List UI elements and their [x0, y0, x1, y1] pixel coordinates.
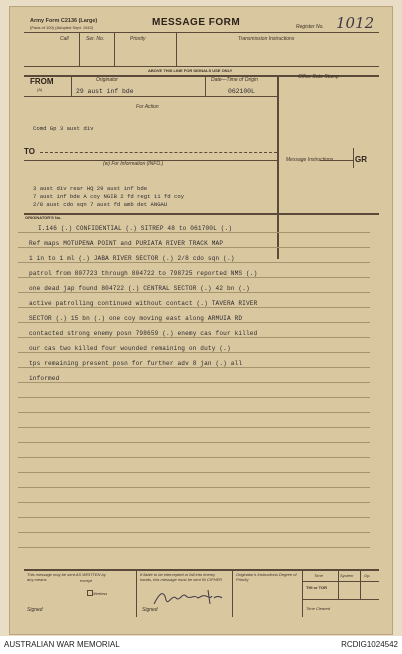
- message-line: tps remaining present posn for further adv 8 jan (.) all: [29, 360, 243, 367]
- transmission-label: Transmission Instructions: [238, 36, 295, 42]
- originators-no-label: ORIGINATOR'S No.: [25, 215, 62, 220]
- intercept-note: If liable to be intercepted or fall into enemy hands, this message must be sent IN CIPHER: [140, 572, 223, 582]
- info-line: 3 aust div rear HQ 29 aust inf bde: [33, 185, 148, 192]
- ser-no-label: Ser. No.: [86, 36, 105, 42]
- above-line-note: ABOVE THIS LINE FOR SIGNALS USE ONLY: [148, 68, 233, 73]
- signed-label-left: Signed: [27, 607, 43, 613]
- form-title: MESSAGE FORM: [152, 17, 241, 28]
- originator-value: 29 aust inf bde: [76, 88, 134, 95]
- office-date-stamp: Office Date Stamp: [298, 74, 339, 80]
- to-label: TO: [24, 147, 35, 156]
- message-line: 1 in to 1 ml (.) JABA RIVER SECTOR (.) 2/8 cdo sqn (.): [29, 255, 235, 262]
- wireless-checkbox: [87, 590, 93, 596]
- originator-instructions: Originator's Instructions Degree of Priority: [236, 572, 297, 582]
- signed-label-mid: Signed: [142, 607, 158, 613]
- message-line: SECTOR (.) 15 bn (.) one coy moving east along ARMUIA RD: [29, 315, 243, 322]
- army-form-number: Army Form C2136 (Large): [30, 18, 98, 24]
- time-label: Time: [314, 573, 323, 578]
- from-sub: (A): [37, 87, 43, 92]
- archive-reference: RCDIG1024542: [341, 640, 398, 649]
- register-number: 1012: [336, 14, 375, 32]
- army-form-sub: (Pads of 100) (Adopted Sept. 1942): [30, 25, 94, 30]
- info-line: 2/8 aust cdo sqn 7 aust fd amb det ANGAU: [33, 201, 168, 208]
- message-line: active patrolling continued without contact (.) TAVERA RIVER: [29, 300, 258, 307]
- date-time-value: 062100L: [228, 88, 255, 95]
- originator-label: Originator: [96, 77, 118, 83]
- wireless-label: Wireless: [92, 591, 108, 596]
- time-cleared-label: Time Cleared: [306, 606, 330, 611]
- system-label: System: [340, 573, 354, 578]
- archive-name: AUSTRALIAN WAR MEMORIAL: [4, 640, 120, 649]
- message-line: contacted strong enemy posn 798659 (.) enemy cas four killed: [29, 330, 258, 337]
- call-label: Call: [60, 36, 69, 42]
- register-label: Register No.: [296, 24, 324, 30]
- archive-footer: [0, 636, 402, 654]
- message-line: Ref maps MOTUPENA POINT and PURIATA RIVER TRACK MAP: [29, 240, 224, 247]
- handwritten-signature: [150, 586, 230, 610]
- from-label: FROM: [30, 77, 54, 86]
- message-line: informed: [29, 375, 60, 382]
- message-line: one dead jap found 804722 (.) CENTRAL SECTOR (.) 42 bn (.): [29, 285, 250, 292]
- message-line: our cas two killed four wounded remaining on duty (.): [29, 345, 231, 352]
- action-recipient: Comd Gp 3 aust div: [33, 125, 94, 132]
- for-info-label: (w) For Information (INFO.): [103, 161, 164, 167]
- message-instructions-label: Message Instructions: [286, 157, 334, 163]
- gr-label: GR: [355, 155, 367, 164]
- message-line: patrol from 807723 through 804722 to 798725 reported NMS (.): [29, 270, 258, 277]
- priority-label: Priority: [130, 36, 146, 42]
- date-time-label: Date—Time of Origin: [211, 77, 258, 83]
- for-action-label: For Action: [136, 104, 159, 110]
- thi-tor-label: THI or TOR: [306, 585, 328, 590]
- except-label: except: [80, 578, 92, 583]
- message-line: I.146 (.) CONFIDENTIAL (.) SITREP 48 to 061700L (.): [38, 225, 233, 232]
- info-line: 7 aust inf bde A coy NGIB 2 fd regt 11 fd coy: [33, 193, 185, 200]
- op-label: Op.: [364, 573, 371, 578]
- sent-as-written-note: This message may be sent AS WRITTEN by any means: [27, 572, 106, 582]
